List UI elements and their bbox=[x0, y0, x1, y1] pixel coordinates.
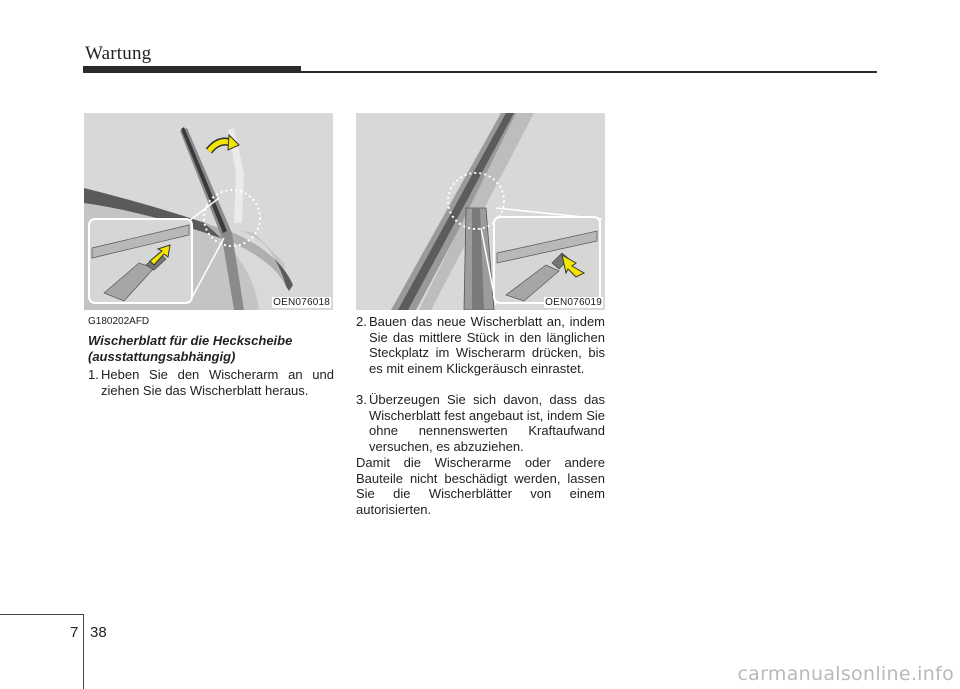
step-number: 1. bbox=[88, 367, 99, 382]
figure-remove-wiper bbox=[84, 113, 333, 310]
wiper-removal-illustration bbox=[84, 113, 333, 310]
header-bar bbox=[83, 66, 301, 73]
step-number: 3. bbox=[356, 392, 367, 407]
figure-code: OEN076019 bbox=[545, 297, 602, 308]
page-header-title: Wartung bbox=[85, 43, 152, 64]
header-rule bbox=[301, 71, 877, 73]
step-text: Bauen das neue Wischerblatt an, indem Sie das mittlere Stück in den länglichen Steckplatz im Wischerarm drücken, bis es mit einem Klickgeräusch einrastet. bbox=[369, 314, 605, 376]
caution-note: Damit die Wischerarme oder andere Bauteile nicht beschädigt werden, lassen Sie die Wischerblätter von einem autorisierten. bbox=[356, 455, 605, 517]
chapter-number: 7 bbox=[70, 624, 79, 641]
page-number: 38 bbox=[90, 624, 107, 641]
step-text: Heben Sie den Wischerarm an und ziehen Sie das Wischerblatt heraus. bbox=[101, 367, 334, 398]
step-1 bbox=[88, 367, 334, 398]
figure-install-wiper bbox=[356, 113, 605, 310]
footer-rule-vertical bbox=[83, 614, 84, 689]
step-2 bbox=[356, 314, 605, 376]
step-number: 2. bbox=[356, 314, 367, 329]
section-code: G180202AFD bbox=[88, 316, 150, 327]
step-3 bbox=[356, 392, 605, 454]
wiper-install-illustration bbox=[356, 113, 605, 310]
section-heading: Wischerblatt für die Heckscheibe (ausstattungsabhängig) bbox=[88, 333, 293, 364]
watermark: carmanualsonline.info bbox=[737, 663, 954, 685]
footer-rule-horizontal bbox=[0, 614, 83, 615]
figure-code: OEN076018 bbox=[273, 297, 330, 308]
step-text: Überzeugen Sie sich davon, dass das Wischerblatt fest angebaut ist, indem Sie ohne nennenswerten Kraftaufwand versuchen, es abzuziehen. bbox=[369, 392, 605, 454]
